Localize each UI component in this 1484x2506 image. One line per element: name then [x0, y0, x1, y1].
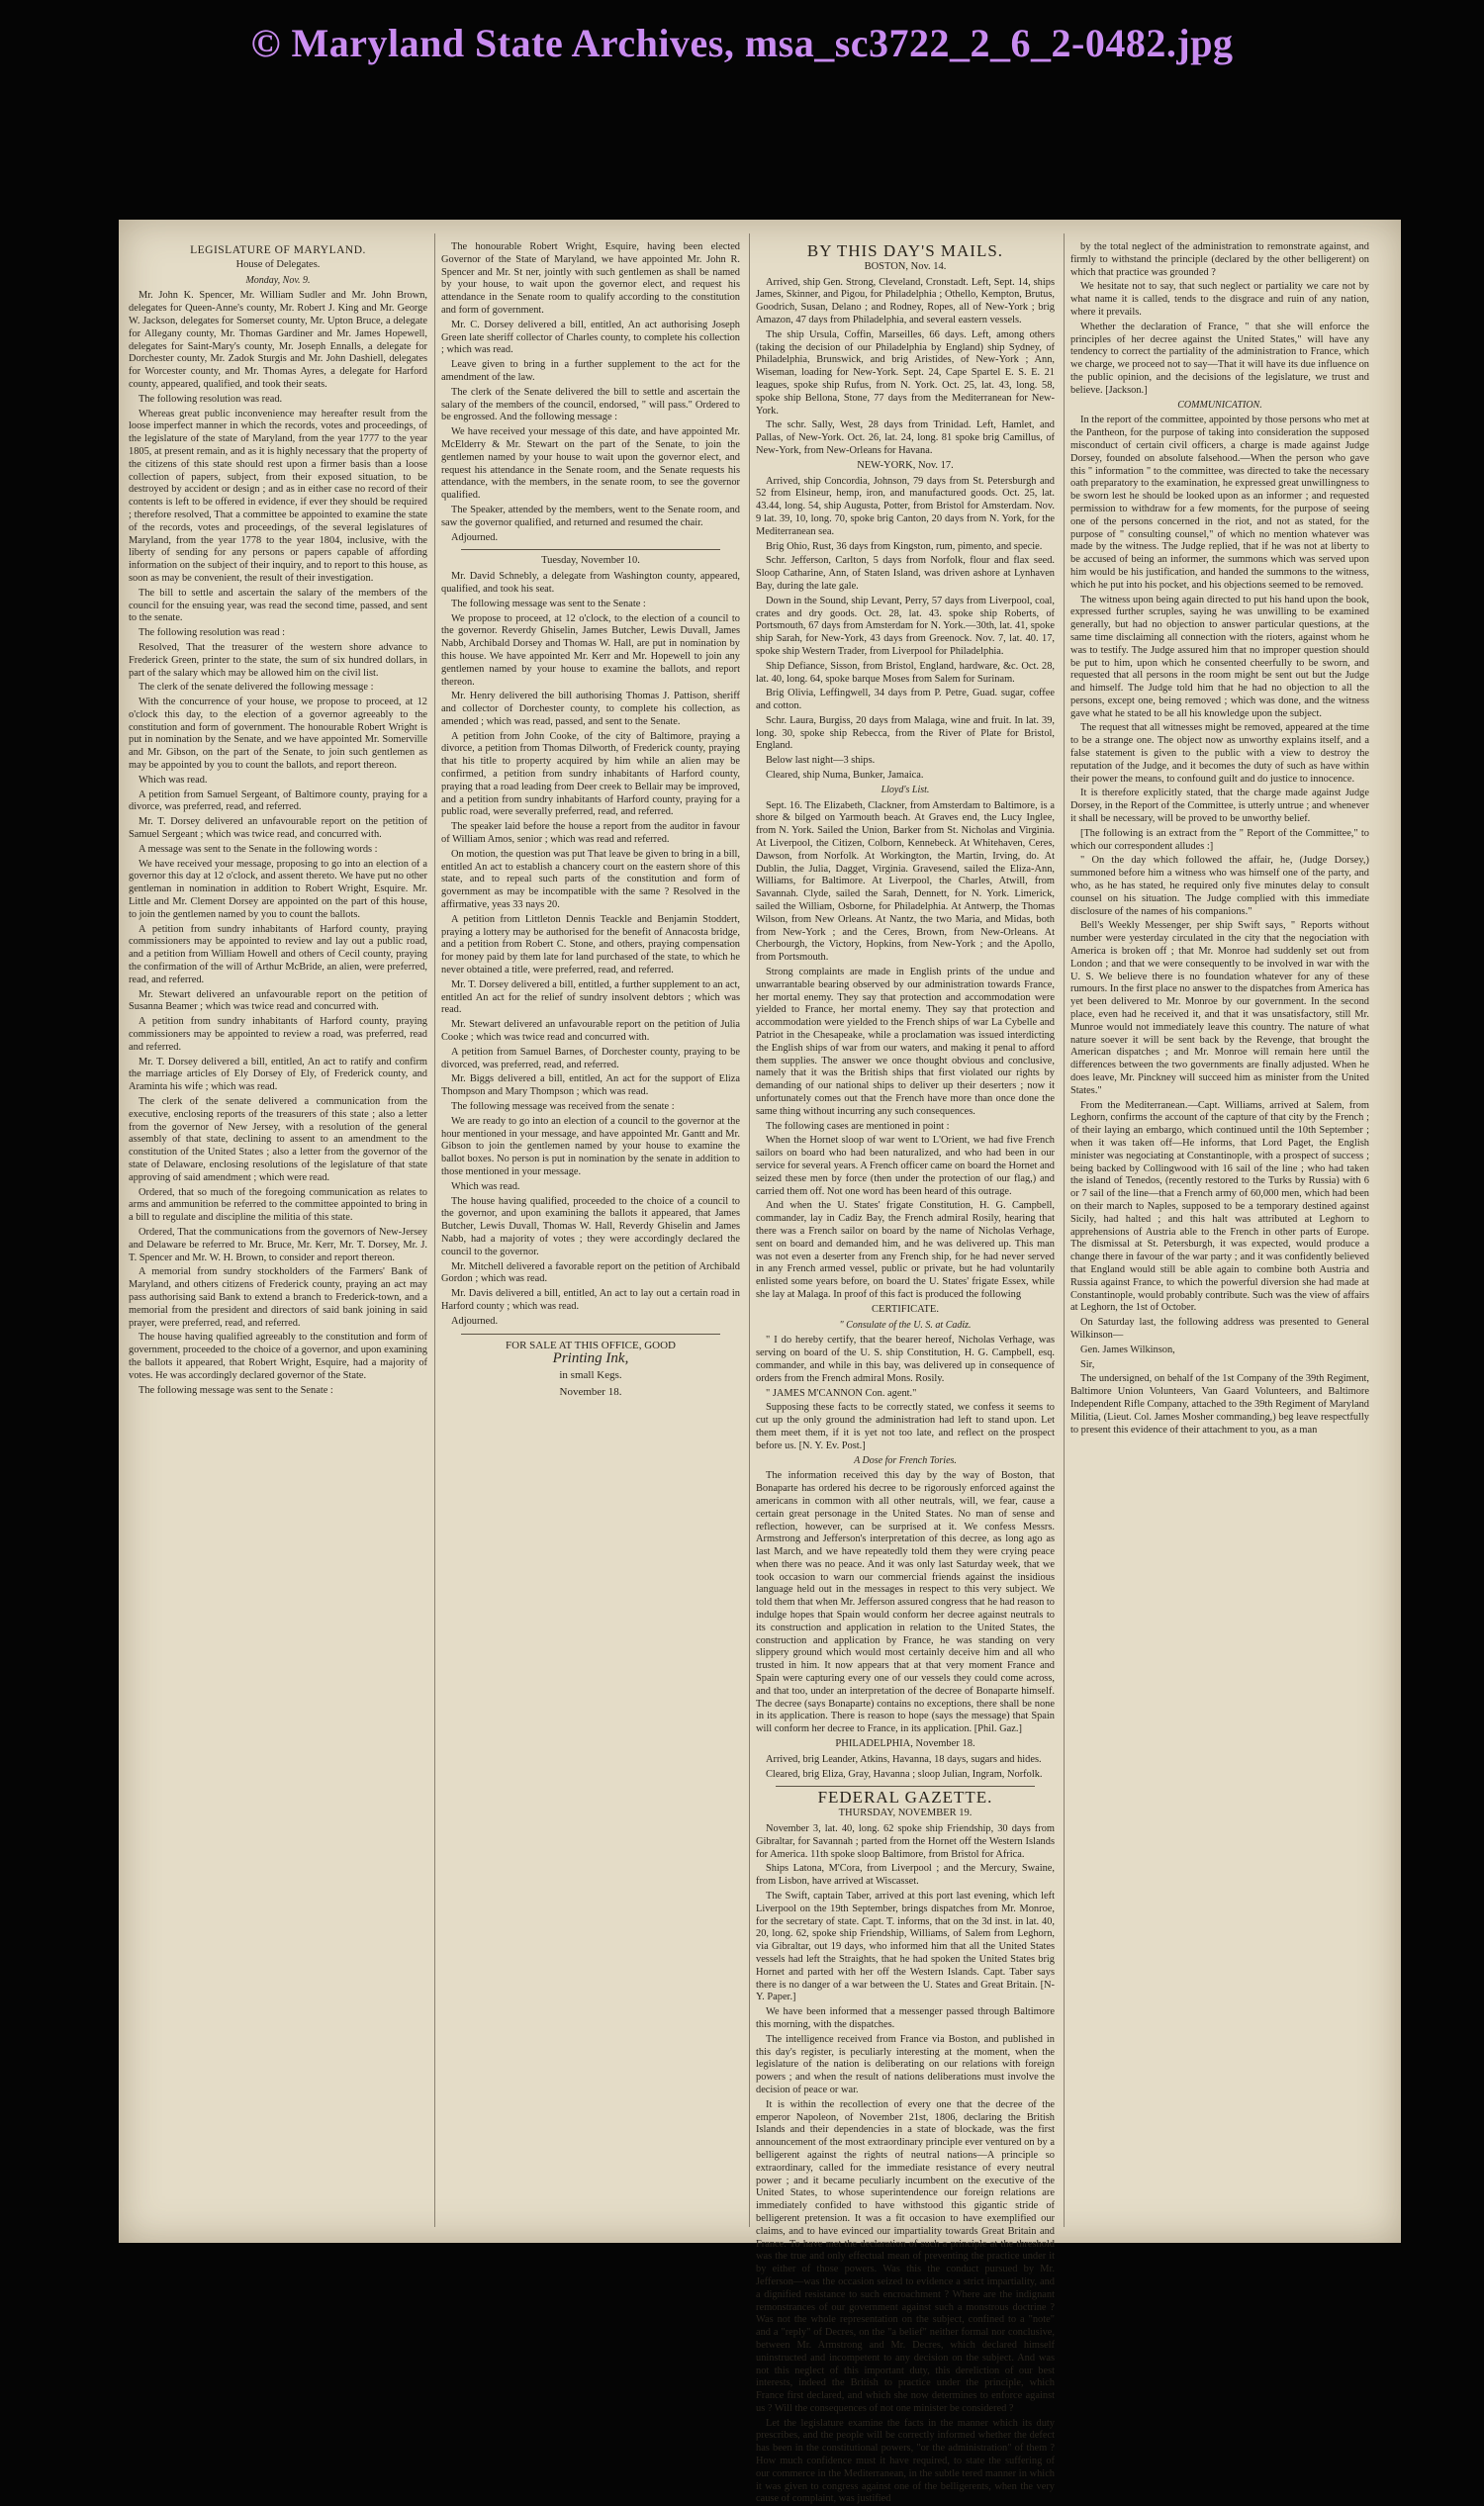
paragraph: Resolved, That the treasurer of the western shore advance to Frederick Green, printer to the state, the sum of six hundred dollars, in part of the salary which may be allowed him on the civil list. [129, 641, 427, 679]
section-rule [776, 1786, 1035, 1787]
paragraph: The clerk of the senate delivered a communication from the executive, enclosing reports of the treasurers of this state ; also a letter from the governor of New Jersey, with a resolution of the general assembly of that state, declining to assent to an amendment to the constitution of the United States ; also a letter from the governor of the state of Delaware, enclosing resolutions of the legislature of that state approving of said amendment ; which were read. [129, 1096, 427, 1183]
paragraph: A petition from Littleton Dennis Teackle and Benjamin Stoddert, praying a lottery may be authorised for the benefit of Annacosta bridge, and a petition from Robert C. Stone, and others, praying compensation for money paid by them late for land purchased of the state, to which he never obtained a title, were preferred, read, and referred. [441, 913, 740, 976]
paragraph: Cleared, ship Numa, Bunker, Jamaica. [766, 770, 924, 782]
paragraph: The following message was sent to the Senate : [139, 1384, 333, 1396]
paragraph: The schr. Sally, West, 28 days from Trinidad. Left, Hamlet, and Pallas, of New-York. Oct. 26, lat. 24, long. 81 spoke brig Camillus, of New-York, from New-Orleans for Havana. [756, 419, 1055, 456]
paragraph: The request that all witnesses might be removed, appeared at the time to be a strange one. The object now as unworthy explains itself, and a false statement is given to the public with a view to destroy the reputation of the Judge, and it becomes the duty of such as have within their power the means, to confound guilt and do justice to innocence. [1070, 722, 1369, 785]
paragraph: Mr. David Schnebly, a delegate from Washington county, appeared, qualified, and took his seat. [441, 571, 740, 595]
column-legislature [129, 241, 427, 2220]
legislature-body [129, 290, 427, 1397]
paragraph: We hesitate not to say, that such neglect or partiality we care not by what name it is called, tends to the disgrace and ruin of any nation, where it prevails. [1070, 281, 1369, 318]
paragraph: Sir, [1080, 1358, 1095, 1370]
paragraph: The house having qualified agreeably to the constitution and form of government, proceeded to the choice of a governor, and upon examining the ballots it appeared, that Robert Wright, Esquire, had a majority of votes. He was accordingly declared governor of the State. [129, 1332, 427, 1381]
paragraph: The clerk of the Senate delivered the bill to settle and ascertain the salary of the members of the council, endorsed, " will pass." Ordered to be engrossed. And the following message : [441, 386, 740, 423]
paragraph: The following resolution was read. [139, 393, 283, 405]
ad-date: November 18. [559, 1385, 622, 1398]
paragraph: Below last night—3 ships. [766, 755, 876, 767]
paragraph: Adjourned. [451, 531, 499, 543]
paragraph: A petition from John Cooke, of the city of Baltimore, praying a divorce, a petition from Thomas Dilworth, of Frederick county, praying that his title to property acquired by him while an alien may be confirmed, a petition from sundry inhabitants of Harford county, praying that a road leading from Deer creek to Bellair may be improved, and a petition from sundry inhabitants of Harford county, praying for a public road, were severally preferred, read, and referred. [441, 730, 740, 818]
paragraph: Ship Defiance, Sisson, from Bristol, England, hardware, &c. Oct. 28, lat. 40, long. 64, spoke barque Moses from Salem for Surinam. [756, 660, 1055, 685]
paragraph: Mr. Biggs delivered a bill, entitled, An act for the support of Eliza Thompson and Mary Thompson ; which was read. [441, 1073, 740, 1098]
paragraph: The Swift, captain Taber, arrived at this port last evening, which left Liverpool on the 19th September, brings dispatches from Mr. Monroe, for the secretary of state. Capt. T. informs, that on the 3d inst. in lat. 40, 20, long. 62, spoke ship Friendship, Williams, of Salem from Leghorn, via Gibraltar, out 19 days, who informed him that all the United States vessels had left the Straights, that he had spoken the United States brig Hornet and parted with her off the Western Islands. Capt. Taber says there is no danger of a war between the U. States and Great Britain. [N-Y. Paper.] [756, 1891, 1055, 2003]
paragraph: The following message was sent to the Senate : [451, 598, 646, 609]
session-date: Monday, Nov. 9. [245, 274, 311, 286]
paragraph: On Saturday last, the following address was presented to General Wilkinson— [1070, 1317, 1369, 1341]
paragraph: The ship Ursula, Coffin, Marseilles, 66 days. Left, among others (taking the decision of our Philadelphia by England) ship Sydney, of Philadelphia, Brunswick, and brig Aristides, of New-York ; Ann, Wiseman, loading for New-York. Sept. 24, Cape Spartel E. S. E. 21 leagues, spoke ship Rufus, from N. York. Oct. 25, lat. 43, long. 58, spoke ship Bellona, Stone, 77 days from the Mediterranean for New-York. [756, 328, 1055, 417]
paragraph: Mr. Mitchell delivered a favorable report on the petition of Archibald Gordon ; which was read. [441, 1260, 740, 1285]
paragraph: The bill to settle and ascertain the salary of the members of the council for the ensuing year, was read the second time, passed, and sent to the senate. [129, 587, 427, 624]
paragraph: Leave given to bring in a further supplement to the act for the amendment of the law. [441, 359, 740, 383]
paragraph: Whereas great public inconvenience may hereafter result from the loose imperfect manner in which the records, votes and proceedings, of the legislature of the state of Maryland, from the year 1777 to the year 1805, at present remain, and as it is highly necessary that the property of the citizens of this state should rest upon a firmer basis than a loose collection of papers, subject, from their exposed situation, to be destroyed by accident or design ; and as in either case no record of their contents is left to be offered in evidence, if ever they should be required ; therefore resolved, That a committee be appointed to examine the state of the records, votes and proceedings, of the several legislatures of Maryland, from the year 1778 to the year 1804, inclusive, with the liberty of sending for any persons or papers capable of affording information on the subject of their inquiry, and to report to this house, as soon as may be convenient, the result of their investigation. [129, 408, 427, 584]
paragraph: Mr. Henry delivered the bill authorising Thomas J. Pattison, sheriff and collector of Dorchester county, to complete his collection, as amended ; which was read, passed, and sent to the Senate. [441, 691, 740, 727]
paragraph: Bell's Weekly Messenger, per ship Swift says, " Reports without number were yesterday circulated in the city that the negociation with America is broken off ; that Mr. Monroe had suddenly set out from London ; and that we were consequently to be involved in war with the U. S. We believe there is no foundation whatever for any of these rumours. In the first place no answer to the dispatches from America has yet been delivered to Mr. Monroe by our government. In the second place, even had he received it, and that it was unsatisfactory, still Mr. Munroe would not immediately leave this country. The nature of what nature soever it will be sent back by the Revenge, that brought the American dispatches ; and Mr. Monroe will remain here until the differences between the two governments are finally adjusted. When he does leave, Mr. Pinckney will succeed him as minister from the United States." [1070, 920, 1369, 1096]
paragraph: A petition from Samuel Barnes, of Dorchester county, praying to be divorced, was preferred, read, and referred. [441, 1046, 740, 1070]
paragraph: The undersigned, on behalf of the 1st Company of the 39th Regiment, Baltimore Union Volunteers, Van Gaard Volunteers, and Baltimore Independent Rifle Company, attached to the 39th Regiment of Maryland Militia, (Lieut. Col. James Mosher commanding,) beg leave respectfully to present this evidence of their attachment to you, as a man [1070, 1373, 1369, 1436]
paragraph: Mr. T. Dorsey delivered a bill, entitled, a further supplement to an act, entitled An act for the relief of sundry insolvent debtors ; which was read. [441, 978, 740, 1016]
paragraph: Arrived, ship Gen. Strong, Cleveland, Cronstadt. Left, Sept. 14, ships James, Skinner, and Pigou, for Philadelphia ; Othello, Kempton, Brutus, Goodrich, Susan, Delano ; and Rodney, Ropes, all of New-York ; brig Amazon, 47 days from Philadelphia, and several eastern vessels. [756, 276, 1055, 325]
paragraph: Mr. Davis delivered a bill, entitled, An act to lay out a certain road in Harford county ; which was read. [441, 1288, 740, 1312]
archive-watermark-banner: © Maryland State Archives, msa_sc3722_2_6_2-0482.jpg [250, 21, 1234, 65]
column-rule [749, 233, 750, 2227]
communication-heading: COMMUNICATION. [1177, 399, 1262, 411]
lloyds-list-heading: Lloyd's List. [881, 784, 930, 795]
paragraph: The following message was received from the senate : [451, 1101, 675, 1112]
paragraph: Mr. Stewart delivered an unfavourable report on the petition of Susanna Beamer ; which was twice read and concurred with. [129, 988, 427, 1013]
paragraph: Mr. T. Dorsey delivered an unfavourable report on the petition of Samuel Sergeant ; which was twice read, and concurred with. [129, 816, 427, 841]
section-rule [461, 1334, 720, 1335]
paragraph: The following resolution was read : [139, 627, 286, 639]
paragraph: Schr. Jefferson, Carlton, 5 days from Norfolk, flour and flax seed. Sloop Catharine, Ann, of Staten Island, was driven ashore at Lynhaven Bay, during the late gale. [756, 555, 1055, 592]
paragraph: And when the U. States' frigate Constitution, H. G. Campbell, commander, lay in Cadiz Bay, the French admiral Rosily, hearing that there was a French sailor on board by the name of Nicholas Verhage, sent on board and demanded him, and he was delivered up. This man was not even a deserter from any French ship, for he had never served in any French armed vessel, public or private, but he had voluntarily enlisted some years before, on board the U. States' frigate Essex, while she lay at Malaga. In proof of this fact is produced the following [756, 1200, 1055, 1300]
mediterranean-news [1070, 1100, 1369, 1438]
ad-product: Printing Ink, [552, 1350, 629, 1367]
house-subheading: House of Delegates. [235, 258, 321, 270]
mails-heading: BY THIS DAY'S MAILS. [806, 241, 1004, 260]
paragraph: Mr. John K. Spencer, Mr. William Sudler and Mr. John Brown, delegates for Queen-Anne's county, Mr. Robert J. King and Mr. George W. Jackson, delegates for Somerset county, Mr. Upton Bruce, a delegate for Allegany county, Mr. Thomas Gardiner and Mr. James Hopewell, delegates for Saint-Mary's county, Mr. Joseph Ennalls, a delegate for Dorchester county, Mr. Zadok Sturgis and Mr. John Dashiell, delegates for Worcester county, and Mr. Thomas Ayres, a delegate for Harford county, appeared, qualified, and took their seats. [129, 290, 427, 390]
column-rule [1064, 233, 1065, 2227]
paragraph: " On the day which followed the affair, he, (Judge Dorsey,) summoned before him a witness who was himself one of the party, and who, as he has stated, he required only five minutes delay to consult counsel on his situation. The Judge complied with this immediate disclosure of the names of his companions." [1070, 855, 1369, 917]
paragraph: A message was sent to the Senate in the following words : [139, 843, 378, 855]
paragraph: Mr. T. Dorsey delivered a bill, entitled, An act to ratify and confirm the marriage articles of Ely Dorsey of Ely, of Frederick county, and Araminta his wife ; which was read. [129, 1056, 427, 1093]
paragraph: Which was read. [451, 1180, 520, 1192]
paragraph: We have received your message, proposing to go into an election of a governor this day at 12 o'clock, and assent thereto. We have put no other gentleman in nomination in addition to Robert Wright, Esquire. Mr. Little and Mr. Clement Dorsey are appointed on the part of this house, to join the gentlemen named by you to count the ballots. [129, 858, 427, 920]
boston-dateline: BOSTON, Nov. 14. [864, 260, 947, 272]
paragraph: Sept. 16. The Elizabeth, Clackner, from Amsterdam to Baltimore, is a shore & bilged on Yarmouth beach. At Graves end, the Lucy Inglee, from N. York. Sailed the Union, Barker from St. Nicholas and Virginia. At Liverpool, the Citizen, Colborn, Kennebeck. At Whitehaven, Ceres, Dawson, from Norfolk. At Workington, the Martin, Irving, do. At Dublin, the Julia, Dagget, Virginia. Gravesend, sailed the Eliza-Ann, Williams, for Baltimore. At Liverpool, the Charles, Atwill, from Savannah. Clyde, sailed the Sarah, Dennett, for N. York. Limerick, sailed the William, Osborne, for Philadelphia. At Antwerp, the Thomas Wilson, from New Orleans. At Nantz, the two Maria, and Midas, both from New-York ; and the Ceres, Brown, from New-Orleans. At Cherbourgh, the Victory, Hopkins, from New-York ; and the Apollo, from Portsmouth. [756, 799, 1055, 964]
paragraph: The following cases are mentioned in point : [766, 1120, 950, 1132]
paragraph: Which was read. [139, 774, 208, 786]
certificate-subheading: " Consulate of the U. S. at Cadiz. [839, 1319, 972, 1331]
french-tories-heading: A Dose for French Tories. [854, 1454, 957, 1466]
paragraph: " I do hereby certify, that the bearer hereof, Nicholas Verhage, was serving on board of the U. S. ship Constitution, H. G. Campbell, esq. commander, and while in this bay, was delivered up in consequence of orders from the French admiral Mons. Rosily. [756, 1335, 1055, 1384]
legislature-heading: LEGISLATURE OF MARYLAND. [190, 244, 366, 256]
paragraph: The witness upon being again directed to put his hand upon the book, expressed further scruples, saying he was unwilling to be examined generally, but had no objection to answer particular questions, at the same time disclaiming all connection with the rioters, against whom he was to testify. The Judge assured him that no improper question should be put to him, upon which he consented cheerfully to be sworn, and requested that all persons in the room might be sent out but the Judge and himself. The Judge told him that he had no objection to all the persons, except one, being removed ; which was done, and the witness gave what he stated to be all his knowledge upon the subject. [1070, 594, 1369, 719]
paragraph: The information received this day by the way of Boston, that Bonaparte has ordered his decree to be rigorously enforced against the americans in common with all other neutrals, will, we fear, cause a certain great personage in the United States. No man of sense and reflection, however, can be surprised at it. We confess Messrs. Armstrong and Jefferson's interpretation of this decree, as long ago as last March, and we have repeatedly told them they were crying peace when there was no peace. And it was only last Saturday week, that we took occasion to warn our commercial friends against the insidious language held out in the messages in respect to this very subject. We told them that when Mr. Jefferson assured congress that he had reason to indulge hopes that Spain would conform her decree against neutrals to its construction and application in relation to the United States, the construction and application by France, he was standing on very slippery ground which would most certainly deceive him and all who trusted in him. It now appears that at that very moment France and Spain were capturing every one of our vessels they could come across, and that too, under an interpretation of the decree of Bonaparte himself. The decree (says Bonaparte) contains no exceptions, there shall be none in its application. There is reason to hope (says the message) that Spain will conform her decree to France, in its application. [Phil. Gaz.] [756, 1470, 1055, 1735]
paragraph: We propose to proceed, at 12 o'clock, to the election of a council to the governor. Reverdy Ghiselin, James Butcher, Lewis Duvall, James Nabb, Archibald Dorsey and Thomas W. Hall, are put in nomination by this house. We have appointed Mr. Kerr and Mr. Hopewell to join any gentlemen named by your house to examine the ballots, and report thereon. [441, 612, 740, 688]
paragraph: Mr. C. Dorsey delivered a bill, entitled, An act authorising Joseph Green late sheriff collector of Charles county, to complete his collection ; which was read. [441, 319, 740, 356]
section-rule [461, 549, 720, 550]
paragraph: When the Hornet sloop of war went to L'Orient, we had five French sailors on board who had been naturalized, and who had been in our service for several years. A French officer came on board the Hornet and seized these men by force (then under the protection of our flag,) and carried them off. Not one word has been heard of this outrage. [756, 1135, 1055, 1197]
philadelphia-news [756, 1754, 1055, 1782]
paragraph: A petition from Samuel Sergeant, of Baltimore county, praying for a divorce, was preferred, read, and referred. [129, 789, 427, 813]
paragraph: With the concurrence of your house, we propose to proceed, at 12 o'clock this day, to the election of a governor agreeably to the constitution and form of government. The honourable Robert Wright is put in nomination by the Senate, and we have appointed Mr. Somerville and Mr. Gibson, on the part of the Senate, to join such gentlemen as may be appointed by you to count the ballots, and report thereon. [129, 696, 427, 772]
paragraph: The house having qualified, proceeded to the choice of a council to the governor, and upon examining the ballots it appeared, that James Butcher, Lewis Duvall, Thomas W. Hall, Reverdy Ghiselin and James Nabb, had a majority of votes ; they were accordingly declared the council to the governor. [441, 1195, 740, 1257]
paragraph: A petition from sundry inhabitants of Harford county, praying commissioners may be appointed to review and lay out a public road, and a petition from William Howell and others of Cecil county, praying the confirmation of the will of Arthur McBride, an alien, were preferred, read, and referred. [129, 923, 427, 985]
paragraph: In the report of the committee, appointed by those persons who met at the Pantheon, for the purpose of taking into consideration the supposed misconduct of certain civil officers, a charge is made against Judge Dorsey, founded on absolute falsehood.—When the person who gave this " information " to the committee, was directed to take the necessary oath preparatory to the examination, he expressed great unwillingness to be sworn lest he should be looked upon as an informer ; and requested permission to withdraw for a few moments, for the purpose of seeing one of the persons concerned in the riot, and not as stated, for the purpose of " consulting counsel," of which no mention whatever was made by the witness. The Judge replied, that if he was not at liberty to be accused of being an informer, the summons which was served upon him would be his justification, and handed the summons to the witness, which he put into his pocket, and his objections seemed to be removed. [1070, 415, 1369, 591]
paragraph: Gen. James Wilkinson, [1080, 1344, 1175, 1355]
paragraph: The intelligence received from France via Boston, and published in this day's register, is peculiarly interesting at the moment, when the legislature of the nation is deliberating on our relations with foreign powers ; and when the result of nations deliberations must involve the decision of peace or war. [756, 2033, 1055, 2095]
paragraph: Arrived, ship Concordia, Johnson, 79 days from St. Petersburgh and 52 from Elsineur, hemp, iron, and manufactured goods. Oct. 25, lat. 43.44, long. 54, ship Augusta, Potter, from Bristol for Amsterdam. Nov. 9 lat. 39, 10, long. 70, spoke brig Canton, 20 days from N. York, for the Mediterranean sea. [756, 475, 1055, 537]
column-communication [1070, 241, 1369, 2220]
paragraph: We have been informed that a messenger passed through Baltimore this morning, with the dispatches. [756, 2006, 1055, 2030]
paragraph: Ships Latona, M'Cora, from Liverpool ; and the Mercury, Swaine, from Lisbon, have arrived at Wiscasset. [756, 1863, 1055, 1888]
complaints-article [756, 967, 1055, 1302]
paragraph: We are ready to go into an election of a council to the governor at the hour mentioned in your message, and have appointed Mr. Gantt and Mr. Gibson to join the gentlemen named by your house to examine the ballot boxes. No person is put in nomination by the senate in addition to those mentioned in your message. [441, 1115, 740, 1177]
paragraph: " JAMES M'CANNON Con. agent." [766, 1387, 917, 1399]
french-tories-article [756, 1470, 1055, 1736]
communication-text [1070, 415, 1369, 918]
paragraph: Brig Olivia, Leffingwell, 34 days from P. Petre, Guad. sugar, coffee and cotton. [756, 688, 1055, 712]
philadelphia-dateline: PHILADELPHIA, November 18. [835, 1738, 975, 1750]
paragraph: The honourable Robert Wright, Esquire, having been elected Governor of the State of Maryland, we have appointed Mr. John R. Spencer and Mr. St ner, jointly with such gentlemen as shall be named by your house, to wait upon the governor elect, and request his attendance in the Senate room to qualify according to the constitution and form of government. [441, 241, 740, 316]
editorial-text [1070, 241, 1369, 398]
paragraph: Arrived, brig Leander, Atkins, Havanna, 18 days, sugars and hides. [766, 1753, 1042, 1765]
newspaper-page [119, 220, 1401, 2505]
column-mails [756, 241, 1055, 2505]
bells-messenger-text [1070, 920, 1369, 1097]
paragraph: Mr. Stewart delivered an unfavourable report on the petition of Julia Cooke ; which was twice read and concurred with. [441, 1019, 740, 1044]
paragraph: by the total neglect of the administration to remonstrate against, and firmly to withstand the principle (declared by the other belligerent) on which that practice was grounded ? [1070, 241, 1369, 278]
paragraph: Supposing these facts to be correctly stated, we confess it seems to cut up the only ground the administration had left to stand upon. Let them meet them, if it is yet not too late, and reflect on the prospect before us. [N. Y. Ev. Post.] [756, 1402, 1055, 1451]
paragraph: A petition from sundry inhabitants of Harford county, praying commissioners may be appointed to review a road, was preferred, read and referred. [129, 1016, 427, 1053]
federal-gazette-heading: FEDERAL GAZETTE. [817, 1788, 993, 1808]
federal-gazette-news [756, 1823, 1055, 2506]
paragraph: It is therefore explicitly stated, that the charge made against Judge Dorsey, in the Report of the Committee, is utterly untrue ; and whenever it shall be necessary, will be proved to be unworthy belief. [1070, 788, 1369, 825]
paragraph: November 3, lat. 40, long. 62 spoke ship Friendship, 30 days from Gibraltar, for Savannah ; parted from the Hornet off the Western Islands for America. 11th spoke sloop Baltimore, from Bristol for Africa. [756, 1823, 1055, 1860]
paragraph: We have received your message of this date, and have appointed Mr. McElderry & Mr. Stewart on the part of the Senate, to join the gentlemen named by your house to wait upon the governor elect, and request his attendance in the Senate room, and the Senate requests his attendance, with the members, in the senate room, to see the governor qualified. [441, 426, 740, 502]
session-date-tuesday: Tuesday, November 10. [541, 555, 640, 567]
boston-news [756, 277, 1055, 458]
paragraph: The speaker laid before the house a report from the auditor in favour of William Amos, senior ; which was read and referred. [441, 821, 740, 846]
paragraph: Adjourned. [451, 1315, 499, 1327]
proceedings-body-b [441, 571, 740, 1328]
paragraph: A memorial from sundry stockholders of the Farmers' Bank of Maryland, and others citizens of Frederick county, praying an act may pass authorising said Bank to extend a branch to Frederick-town, and a memorial from the president and directors of said bank joining in said prayer, were preferred, read, and referred. [129, 1266, 427, 1329]
paragraph: Strong complaints are made in English prints of the undue and unwarrantable bearing observed by our administration towards France, her mortal enemy. They say that protection and accommodation were yielded to France, her mortal enemy. They say that protection and accommodation were yielded to the French ships of war La Cybelle and Patriot in the Chesapeake, while a proclamation was issued interdicting the English ships of war from our waters, and making it penal to afford them supplies. The answer we once thought obvious and conclusive, namely that it was the British ships that first violated our rights by demanding of our national ships to deliver up their deserters ; now it unfortunately comes out that the French have more than once done the same thing without incurring any such consequences. [756, 967, 1055, 1117]
paragraph: Whether the declaration of France, " that she will enforce the principles of her decree against the United States," will have any tendency to correct the partiality of the administration to France, which we charge, we proceed not to say—That it will have its due influence on the public opinion, and the decisions of the legislature, we trust and believe. [Jackson.] [1070, 321, 1369, 396]
certificate-text [756, 1335, 1055, 1452]
paragraph: It is within the recollection of every one that the decree of the emperor Napoleon, of November 21st, 1806, declaring the British Islands and their dependencies in a state of blockade, was the first announcement of the most extraordinary principle ever ventured on by a belligerent against the rights of neutral nations—A principle so extraordinary, called for the immediate resistance of every neutral power ; and it became peculiarly incumbent on the executive of the United States, to whose superintendence our foreign relations are immediately confided to have withstood this gigantic stride of belligerent pretension. It was a fit occasion to have exemplified our claims, and to have evinced our impartiality towards Great Britain and France. To have met the declaration of such a principle at the threshold was the true and only effectual mean of preventing the practice under it by either of those powers. Was this the conduct pursued by Mr. Jefferson—was the occasion seized to evidence a strict impartiality, and a dignified resistance to such encroachment ? Where are the indignant remonstrances of our government against such a monstrous doctrine ? Was not the whole representation on the subject, confined to a "note" and a "reply" of Decres, on the "a belief" neither formal nor conclusive, between Mr. Armstrong and Mr. Decres, which declared himself uninstructed and incompetent to any decision on the subject. And was not this neglect of this important duty, this dereliction of our best interests, indeed the British to practice under the principle, which France first declared, and which she now determines to enforce against us ? Will the consequences of not one minister be considered ? [756, 2098, 1055, 2414]
column-proceedings [441, 241, 740, 2220]
paragraph: [The following is an extract from the " Report of the Committee," to which our correspondent alludes :] [1070, 827, 1369, 852]
proceedings-body-a [441, 241, 740, 544]
new-york-dateline: NEW-YORK, Nov. 17. [857, 459, 954, 471]
paragraph: On motion, the question was put That leave be given to bring in a bill, entitled An act to establish a chancery court on the eastern shore of this state, and to repeal such parts of the constitution and form of government as may be incompatible with the same ? Resolved in the affirmative, yeas 33 nays 20. [441, 848, 740, 911]
lloyds-list [756, 800, 1055, 965]
paragraph: Let the legislature examine the facts in the manner which its duty prescribes, and the people will be correctly informed whether the defect has been in the constitutional powers, "or the administration" of them ? How much confidence must it have required, to state the suffering of our commerce in the Mediterranean, in the subtle tered manner in which it was given to congress against one of the belligerents, when the very cause of complaint, was justified [756, 2417, 1055, 2505]
paragraph: Down in the Sound, ship Levant, Perry, 57 days from Liverpool, coal, crates and dry goods. Oct. 28, lat. 43. spoke ship Roberts, of Portsmouth, 67 days from Amsterdam for N. York.—30th, lat. 41, spoke ship Sarah, for New-York, 43 days from Greenock. Nov. 7, lat. 40. 17, spoke ship Western Trader, from Liverpool for Philadelphia. [756, 595, 1055, 657]
paragraph: Ordered, that so much of the foregoing communication as relates to arms and ammunition be referred to the committee appointed to bring in a bill to regulate and discipline the militia of this state. [129, 1186, 427, 1224]
certificate-heading: CERTIFICATE. [872, 1303, 939, 1315]
ad-line: FOR SALE AT THIS OFFICE, GOOD [506, 1339, 676, 1351]
paragraph: Brig Ohio, Rust, 36 days from Kingston, rum, pimento, and specie. [766, 540, 1043, 552]
new-york-news [756, 476, 1055, 783]
paragraph: The Speaker, attended by the members, went to the Senate room, and saw the governor qualified, and returned and resumed the chair. [441, 504, 740, 528]
paragraph: Ordered, That the communications from the governors of New-Jersey and Delaware be referred to Mr. Bruce, Mr. Kerr, Mr. T. Dorsey, Mr. J. T. Spencer and Mr. W. H. Brown, to consider and report thereon. [129, 1226, 427, 1263]
column-rule [434, 233, 435, 2227]
paragraph: The clerk of the senate delivered the following message : [139, 682, 374, 694]
paragraph: From the Mediterranean.—Capt. Williams, arrived at Salem, from Leghorn, confirms the account of the capture of that city by the French ; of their laying an embargo, which continued until the 10th September ; when it was taken off—He informs, that Lord Paget, the English minister was negociating at Constantinople, with a prospect of success ; being backed by Collingwood with 16 sail of the line ; who had taken the island of Tenedos, (recently restored to the Turks by Russia) with 6 or 7 sail of the line—that a French army of 60,000 men, which had been on their march to Naples, supposed to be a temporary destined against Sicily, had halted ; and this halt was attributed at Leghorn to apprehensions of Austria able to the French in other parts of Europe. The dismissal at St. Petersburgh, it was expected, would produce a change there in favour of the war party ; and it was confidently believed that England would still be able again to combine both Austria and Russia against France, to which the powerful diversion she had made at Constantinople, would probably contribute. Such was the view of affairs at Leghorn, the 1st of October. [1070, 1099, 1369, 1314]
paragraph: Schr. Laura, Burgiss, 20 days from Malaga, wine and fruit. In lat. 39, long. 30, spoke ship Rebecca, from the River of Plate for Bristol, England. [756, 714, 1055, 752]
paragraph: Cleared, brig Eliza, Gray, Havanna ; sloop Julian, Ingram, Norfolk. [766, 1768, 1043, 1780]
federal-gazette-date: THURSDAY, NOVEMBER 19. [838, 1808, 973, 1819]
ad-kegs: in small Kegs. [559, 1369, 622, 1382]
